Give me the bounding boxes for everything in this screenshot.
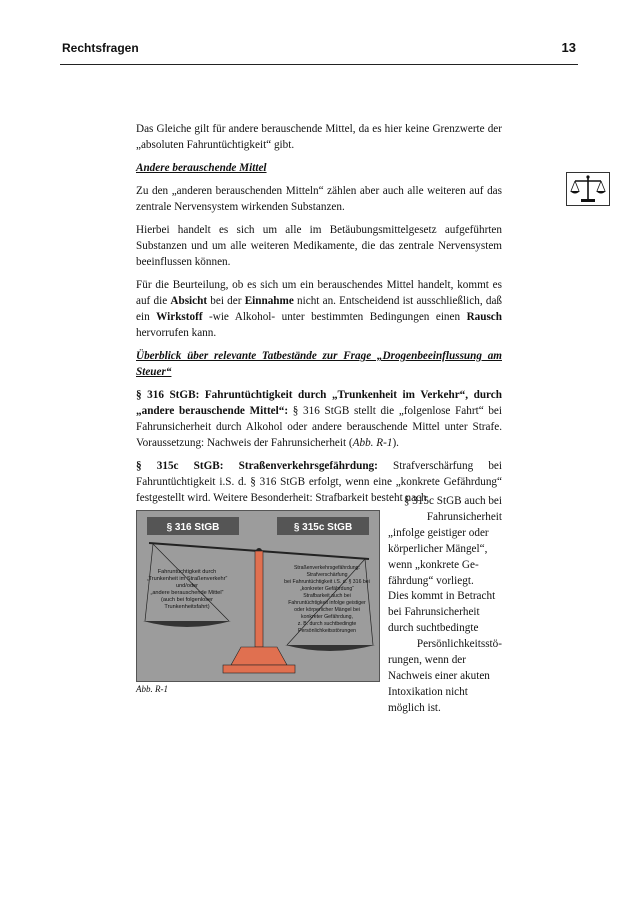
figure-right-line: z. B. durch suchtbedingte (297, 621, 357, 627)
scales-figure (136, 510, 380, 682)
side-line: rungen, wenn der (388, 654, 466, 667)
header-title: Rechtsfragen (62, 41, 139, 55)
figure-right-line: konkreter Gefährdung, (301, 614, 353, 620)
side-line: Nachweis einer akuten (388, 669, 490, 682)
paragraph-btmg-substances: Hierbei handelt es sich um alle im Betäubungsmittelgesetz aufgeführten Substanzen und um alle weiteren Medikamente, die das zentrale Nervensystem beeinflussen können. (136, 224, 502, 268)
figure-right-line: Fahruntüchtigkeit infolge geistiger (288, 600, 366, 606)
figure-left-line: Trunkenheitsfahrt) (164, 604, 210, 610)
figure-left-title: § 316 StGB (166, 522, 220, 533)
main-text (136, 121, 502, 513)
paragraph-cns-substances: Zu den „anderen berauschenden Mitteln“ zählen aber auch alle weiteren auf das zentrale Nervensystem wirkenden Substanzen. (136, 185, 502, 213)
figure-right-line: Strafverschärfung (306, 572, 348, 578)
side-line: körperlicher Mängel“, (388, 542, 488, 555)
side-line: fährdung“ vorliegt. (388, 574, 474, 587)
figure-right-line: „konkreter Gefährdung“ (300, 586, 354, 592)
side-paragraph (388, 494, 502, 717)
page-number: 13 (561, 40, 576, 55)
figure-right-line: oder körperlicher Mängel bei (294, 607, 360, 613)
figure-caption: Abb. R-1 (136, 684, 168, 694)
heading-overview: Überblick über relevante Tatbestände zur Frage „Drogenbeeinflussung am Steuer“ (136, 350, 502, 378)
side-line: „infolge geistiger oder (388, 526, 489, 539)
side-line: möglich ist. (388, 701, 441, 714)
side-line: wenn „konkrete Ge- (388, 558, 479, 571)
side-line: Intoxikation nicht (388, 685, 468, 698)
figure-left-line: Fahruntüchtigkeit durch (157, 569, 217, 575)
figure-right-line: Strafbarkeit auch bei (303, 593, 351, 599)
side-line: Dies kommt in Betracht (388, 590, 496, 603)
side-line: bei Fahrunsicherheit (388, 606, 480, 619)
side-line: Persönlichkeitsstö- (416, 638, 502, 651)
paragraph-316: § 316 StGB: Fahruntüchtigkeit durch „Trunkenheit im Verkehr“, durch „andere berauschende Mittel“: § 316 StGB stellt die „folgenlose Fahrt“ bei Fahrunsicherheit durch Alkohol oder andere berauschende Mittel unter Strafe. Voraussetzung: Nachweis der Fahrunsicherheit (Abb. R-1). (136, 389, 503, 449)
side-line: durch suchtbedingte (388, 622, 479, 635)
heading-other-intoxicants: Andere berauschende Mittel (136, 162, 267, 174)
paragraph-intro: Das Gleiche gilt für andere berauschende Mittel, da es hier keine Grenzwerte der „absoluten Fahruntüchtigkeit“ gibt. (136, 123, 502, 151)
figure-left-line: und/oder (175, 583, 199, 589)
header-rule (60, 64, 578, 65)
figure-left-line: „andere berauschende Mittel“ (150, 590, 224, 596)
figure-right-line: Persönlichkeitsstörungen (298, 628, 356, 634)
paragraph-assessment: Für die Beurteilung, ob es sich um ein berauschendes Mittel handelt, kommt es auf die Absicht bei der Einnahme nicht an. Entscheidend ist ausschließlich, daß ein Wirkstoff -wie Alkohol- unter bestimmten Bedingungen einen Rausch hervorrufen kann. (136, 279, 503, 339)
side-line: Fahrunsicherheit (426, 510, 502, 523)
figure-left-line: „Trunkenheit im Straßenverkehr“ (146, 576, 228, 582)
figure-right-title: § 315c StGB (293, 522, 353, 533)
paragraph-315c: § 315c StGB: Straßenverkehrsgefährdung: Strafverschärfung bei Fahruntüchtigkeit i.S. d. § 316 StGB erfolgt, wenn eine „konkrete Gefährdung“ festgestellt wird. Weitere Besonderheit: Strafbarkeit besteht nach (136, 460, 502, 504)
figure-right-line: bei Fahruntüchtigkeit i.S. d. § 316 bei (284, 579, 370, 585)
figure-left-line: (auch bei folgenloser (161, 597, 213, 603)
side-line: § 315c StGB auch bei (403, 495, 502, 507)
scales-of-justice-icon (566, 172, 610, 206)
figure-right-line: Straßenverkehrsgefährdung: (293, 565, 361, 571)
